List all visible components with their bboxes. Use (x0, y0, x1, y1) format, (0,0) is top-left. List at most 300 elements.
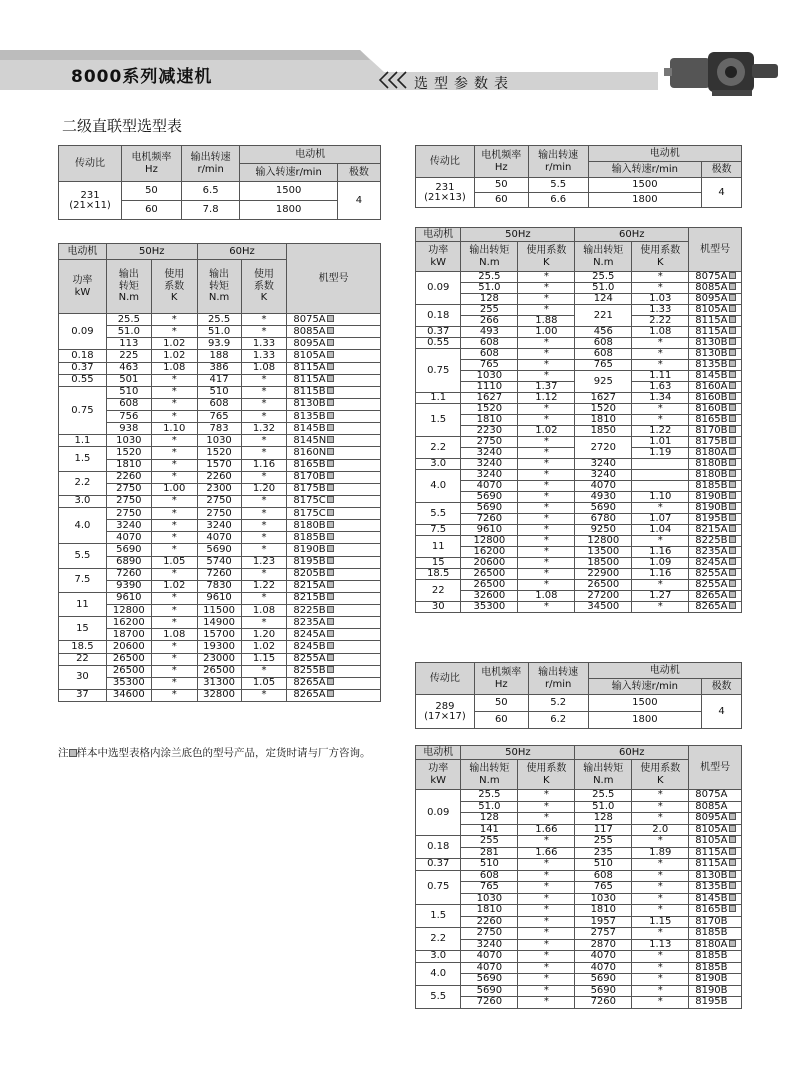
model-value (287, 689, 381, 701)
model-number: 8255A (293, 653, 326, 665)
model-value (287, 508, 381, 520)
model-number: 8180A (695, 938, 728, 950)
motor-header: 电动机 (416, 228, 461, 242)
power-value: 15 (59, 617, 107, 641)
table-row (59, 362, 381, 374)
torque-50-value: 501 (106, 374, 151, 386)
hz60-header: 60Hz (197, 244, 287, 260)
ratio-header: 传动比 (416, 146, 475, 178)
torque-50-value: 16200 (461, 547, 518, 558)
factor-50-value: * (518, 962, 575, 974)
hz50-header: 50Hz (461, 228, 575, 242)
factor-50-value: 1.10 (151, 423, 197, 435)
freq-value: 50 (474, 695, 528, 712)
highlight-square-icon (327, 412, 334, 419)
factor-50-value: * (151, 326, 197, 338)
factor-60-value: * (241, 617, 287, 629)
torque-60-value: 27200 (575, 591, 632, 602)
model-number: 8180B (695, 458, 728, 469)
torque-50-value: 1520 (106, 447, 151, 459)
table-row (59, 435, 381, 447)
table-row (416, 962, 742, 974)
torque-50-value: 2750 (106, 483, 151, 495)
model-value (287, 459, 381, 471)
table-row (416, 514, 742, 525)
model-value (689, 536, 742, 547)
highlight-square-icon (729, 940, 736, 947)
speed-value: 6.5 (181, 182, 240, 201)
ratio-table (415, 662, 742, 729)
model-number: 8195B (293, 556, 326, 568)
torque-50-value: 281 (461, 847, 518, 859)
freq-value: 60 (122, 201, 182, 220)
highlight-square-icon (729, 316, 736, 323)
model-number: 8235A (293, 616, 326, 628)
input-speed-value: 1500 (240, 182, 337, 201)
hz50-header: 50Hz (461, 746, 575, 760)
highlight-square-icon (327, 424, 334, 431)
factor-50-value: * (518, 360, 575, 371)
input-speed-value: 1500 (588, 695, 702, 712)
factor-50-value: * (518, 547, 575, 558)
highlight-square-icon (327, 606, 334, 613)
table-row (59, 689, 381, 701)
factor-50-value: * (518, 801, 575, 813)
torque-60-value: 4930 (575, 492, 632, 503)
torque-50-value: 51.0 (461, 283, 518, 294)
model-number: 8115A (695, 858, 728, 870)
factor-60-value: 1.08 (241, 362, 287, 374)
torque-60-value: 1627 (575, 393, 632, 404)
power-value: 0.37 (59, 362, 107, 374)
model-value (689, 997, 742, 1009)
table-row (416, 928, 742, 940)
torque-50-value: 608 (461, 349, 518, 360)
table-row (416, 178, 742, 193)
table-row (59, 617, 381, 629)
ratio-breakdown: (21×11) (69, 199, 111, 211)
highlight-square-icon (729, 283, 736, 290)
torque-60-value: 510 (575, 859, 632, 871)
power-value: 7.5 (59, 568, 107, 592)
model-number: 8195B (695, 513, 728, 524)
factor-60-value: 1.16 (632, 547, 689, 558)
model-value (287, 617, 381, 629)
motor-header: 电动机 (416, 746, 461, 760)
input-speed-header: 输入转速r/min (588, 679, 702, 695)
model-value (689, 514, 742, 525)
torque-60-value: 26500 (575, 580, 632, 591)
factor-50-value: * (151, 653, 197, 665)
highlight-square-icon (327, 630, 334, 637)
selection-table (58, 243, 381, 702)
torque-60-value: 1520 (575, 404, 632, 415)
power-value: 22 (59, 653, 107, 665)
power-value: 3.0 (416, 951, 461, 963)
torque-60-value: 4070 (197, 532, 241, 544)
torque-60-value: 128 (575, 813, 632, 825)
table-row (416, 695, 742, 712)
model-number: 8160B (695, 403, 728, 414)
power-value: 2.2 (416, 928, 461, 951)
torque-50-value: 3240 (461, 459, 518, 470)
input-speed-header: 输入转速r/min (240, 164, 337, 182)
table-row (416, 481, 742, 492)
model-value (287, 520, 381, 532)
table-row (416, 349, 742, 360)
torque-50-value: 9390 (106, 580, 151, 592)
torque-60-value: 7830 (197, 580, 241, 592)
torque-60-value: 608 (575, 349, 632, 360)
factor-60-value: * (241, 435, 287, 447)
highlight-square-icon (327, 618, 334, 625)
factor-50-value: 1.37 (518, 382, 575, 393)
table-row (416, 905, 742, 917)
power-value: 0.18 (416, 305, 461, 327)
torque-50-value: 9610 (461, 525, 518, 536)
torque-60-value: 32800 (197, 689, 241, 701)
factor-header: 使用系数 K (518, 760, 575, 790)
model-value (287, 544, 381, 556)
highlight-square-icon (729, 569, 736, 576)
power-value: 0.09 (416, 790, 461, 836)
ratio-number: 231 (435, 181, 455, 193)
torque-60-value: 783 (197, 423, 241, 435)
model-value (689, 371, 742, 382)
factor-50-value: * (518, 492, 575, 503)
input-speed-value: 1500 (588, 178, 702, 193)
factor-50-value: 1.08 (518, 591, 575, 602)
model-value (287, 411, 381, 423)
torque-50-value: 5690 (461, 985, 518, 997)
model-value (689, 905, 742, 917)
model-value (287, 556, 381, 568)
factor-50-value: * (518, 404, 575, 415)
model-value (287, 338, 381, 350)
highlight-square-icon (729, 404, 736, 411)
model-value (689, 602, 742, 613)
power-value: 0.37 (416, 327, 461, 338)
model-header: 机型号 (689, 746, 742, 790)
model-value (689, 470, 742, 481)
poles-header: 极数 (702, 679, 742, 695)
highlight-square-icon (327, 327, 334, 334)
factor-60-value: * (632, 272, 689, 283)
table-row (59, 629, 381, 641)
power-header: 功率 kW (59, 260, 107, 314)
torque-50-value: 1810 (461, 905, 518, 917)
model-number: 8265A (293, 677, 326, 689)
table-row (59, 653, 381, 665)
table-row (59, 398, 381, 410)
table-row (416, 997, 742, 1009)
factor-50-value: * (518, 514, 575, 525)
torque-50-value: 608 (106, 398, 151, 410)
factor-60-value: 1.20 (241, 483, 287, 495)
highlight-square-icon (327, 436, 334, 443)
torque-50-value: 510 (106, 386, 151, 398)
factor-60-value (632, 459, 689, 470)
factor-50-value: * (151, 495, 197, 507)
highlight-square-icon (327, 339, 334, 346)
power-value: 30 (59, 665, 107, 689)
highlight-square-icon (327, 593, 334, 600)
factor-50-value: * (151, 398, 197, 410)
table-row (416, 569, 742, 580)
factor-60-value: * (241, 592, 287, 604)
factor-50-value: * (518, 525, 575, 536)
factor-60-value: * (241, 689, 287, 701)
model-number: 8190B (293, 543, 326, 555)
torque-60-value: 255 (575, 836, 632, 848)
model-value (287, 435, 381, 447)
table-row (59, 532, 381, 544)
factor-50-value: 1.66 (518, 824, 575, 836)
torque-60-value: 4070 (575, 951, 632, 963)
model-number: 8255A (695, 579, 728, 590)
factor-60-value: * (241, 447, 287, 459)
highlight-square-icon (327, 557, 334, 564)
torque-60-value: 188 (197, 350, 241, 362)
factor-50-value: * (518, 836, 575, 848)
factor-50-value: * (518, 283, 575, 294)
table-row (416, 426, 742, 437)
torque-50-value: 26500 (106, 653, 151, 665)
model-number: 8265A (695, 601, 728, 612)
torque-50-value: 35300 (106, 677, 151, 689)
highlight-square-icon (729, 294, 736, 301)
torque-60-value: 9610 (197, 592, 241, 604)
torque-60-value: 1957 (575, 916, 632, 928)
torque-50-value: 26500 (461, 569, 518, 580)
model-number: 8165B (695, 414, 728, 425)
factor-60-value: * (241, 374, 287, 386)
highlight-square-icon (729, 371, 736, 378)
table-row (59, 447, 381, 459)
factor-50-value: * (151, 665, 197, 677)
model-number: 8175C (293, 507, 326, 519)
factor-60-value: * (632, 870, 689, 882)
table-row (416, 415, 742, 426)
poles-value: 4 (702, 178, 742, 208)
highlight-square-icon (729, 871, 736, 878)
highlight-square-icon (327, 460, 334, 467)
torque-50-value: 4070 (461, 962, 518, 974)
model-value (287, 374, 381, 386)
table-row (59, 605, 381, 617)
model-number: 8105A (695, 835, 728, 847)
highlight-square-icon (729, 848, 736, 855)
torque-60-value: 765 (575, 360, 632, 371)
torque-50-value: 5690 (106, 544, 151, 556)
table-row (416, 459, 742, 470)
torque-60-value: 2757 (575, 928, 632, 940)
torque-50-value: 608 (461, 870, 518, 882)
model-number: 8185B (695, 927, 728, 939)
table-row (416, 813, 742, 825)
table-row (59, 641, 381, 653)
model-value (689, 481, 742, 492)
factor-50-value: * (518, 859, 575, 871)
torque-60-value: 18500 (575, 558, 632, 569)
factor-50-value: * (518, 951, 575, 963)
torque-50-value: 608 (461, 338, 518, 349)
torque-50-value: 26500 (106, 665, 151, 677)
highlight-square-icon (729, 448, 736, 455)
model-value (689, 916, 742, 928)
torque-50-value: 2230 (461, 426, 518, 437)
table-row (59, 665, 381, 677)
highlight-square-icon (729, 536, 736, 543)
torque-header: 输出转矩 N.m (461, 760, 518, 790)
table-row (416, 580, 742, 591)
factor-50-value: * (151, 544, 197, 556)
factor-50-value: * (518, 558, 575, 569)
model-number: 8135B (695, 881, 728, 893)
factor-60-value: * (632, 801, 689, 813)
factor-60-value: * (241, 398, 287, 410)
table-row (416, 283, 742, 294)
model-number: 8095A (695, 812, 728, 824)
page-subtitle: 选型参数表 (414, 76, 514, 92)
factor-60-value: * (632, 905, 689, 917)
model-number: 8255B (293, 665, 326, 677)
highlight-square-icon (729, 836, 736, 843)
torque-50-value: 16200 (106, 617, 151, 629)
highlight-square-icon (327, 533, 334, 540)
ratio-header: 传动比 (416, 663, 475, 695)
power-value: 0.09 (59, 314, 107, 350)
factor-60-value: * (632, 580, 689, 591)
ratio-value (416, 695, 475, 729)
model-value (689, 294, 742, 305)
factor-50-value: * (518, 602, 575, 613)
model-number: 8245B (293, 640, 326, 652)
factor-50-value: * (151, 520, 197, 532)
power-value: 4.0 (59, 508, 107, 544)
model-number: 8145B (695, 370, 728, 381)
model-value (689, 801, 742, 813)
factor-header: 使用系数 K (518, 242, 575, 272)
factor-50-value: 1.02 (151, 350, 197, 362)
torque-50-value: 34600 (106, 689, 151, 701)
table-row (416, 974, 742, 986)
freq-header: 电机频率 Hz (122, 146, 182, 182)
hz60-header: 60Hz (575, 228, 689, 242)
power-value: 0.09 (416, 272, 461, 305)
factor-60-value: 1.07 (632, 514, 689, 525)
model-value (689, 448, 742, 459)
model-number: 8175B (695, 436, 728, 447)
hz50-header: 50Hz (106, 244, 197, 260)
highlight-square-icon (327, 666, 334, 673)
factor-50-value: 1.00 (518, 327, 575, 338)
table-row (416, 893, 742, 905)
torque-50-value: 128 (461, 294, 518, 305)
factor-50-value: * (518, 928, 575, 940)
factor-60-value: * (241, 471, 287, 483)
torque-60-value: 5690 (575, 985, 632, 997)
torque-50-value: 5690 (461, 974, 518, 986)
freq-header: 电机频率 Hz (474, 146, 528, 178)
table-row (59, 471, 381, 483)
model-value (689, 985, 742, 997)
power-value: 1.5 (416, 905, 461, 928)
model-value (689, 962, 742, 974)
model-number: 8225B (695, 535, 728, 546)
factor-50-value: 1.88 (518, 316, 575, 327)
model-value (689, 305, 742, 316)
power-value: 5.5 (416, 985, 461, 1008)
model-number: 8075A (293, 313, 326, 325)
highlight-square-icon (327, 690, 334, 697)
factor-60-value: 1.33 (241, 338, 287, 350)
factor-60-value: 1.02 (241, 641, 287, 653)
model-number: 8085A (293, 325, 326, 337)
highlight-square-icon (729, 882, 736, 889)
input-speed-value: 1800 (588, 193, 702, 208)
table-row (59, 374, 381, 386)
highlight-square-icon (729, 905, 736, 912)
model-number: 8180A (695, 447, 728, 458)
factor-50-value: 1.08 (151, 362, 197, 374)
highlight-square-icon (729, 437, 736, 444)
factor-50-value: * (151, 677, 197, 689)
factor-60-value: * (632, 790, 689, 802)
freq-value: 50 (122, 182, 182, 201)
torque-50-value: 113 (106, 338, 151, 350)
torque-60-value: 235 (575, 847, 632, 859)
model-value (689, 847, 742, 859)
torque-50-value: 141 (461, 824, 518, 836)
model-number: 8235A (695, 546, 728, 557)
factor-60-value: * (632, 962, 689, 974)
factor-50-value: 1.00 (151, 483, 197, 495)
torque-60-value: 2300 (197, 483, 241, 495)
factor-60-value: * (241, 665, 287, 677)
factor-50-value: 1.05 (151, 556, 197, 568)
model-value (689, 836, 742, 848)
factor-60-value: 1.15 (241, 653, 287, 665)
torque-60-value: 26500 (197, 665, 241, 677)
torque-50-value: 463 (106, 362, 151, 374)
factor-60-value: * (241, 495, 287, 507)
table-row (416, 547, 742, 558)
table-row (59, 182, 381, 201)
torque-50-value: 12800 (106, 605, 151, 617)
speed-header: 输出转速 r/min (181, 146, 240, 182)
factor-60-value: 1.20 (241, 629, 287, 641)
factor-50-value: * (518, 459, 575, 470)
model-value (689, 492, 742, 503)
power-value: 15 (416, 558, 461, 569)
model-number: 8180B (695, 469, 728, 480)
factor-60-value: 1.09 (632, 558, 689, 569)
power-value: 18.5 (59, 641, 107, 653)
factor-50-value: 1.12 (518, 393, 575, 404)
table-row (416, 503, 742, 514)
highlight-square-icon (327, 387, 334, 394)
factor-50-value: * (518, 349, 575, 360)
table-row (416, 602, 742, 613)
model-value (689, 437, 742, 448)
highlight-square-icon (729, 558, 736, 565)
torque-50-value: 6890 (106, 556, 151, 568)
torque-50-value: 225 (106, 350, 151, 362)
factor-60-value: 2.22 (632, 316, 689, 327)
factor-50-value: * (518, 272, 575, 283)
model-value (689, 393, 742, 404)
